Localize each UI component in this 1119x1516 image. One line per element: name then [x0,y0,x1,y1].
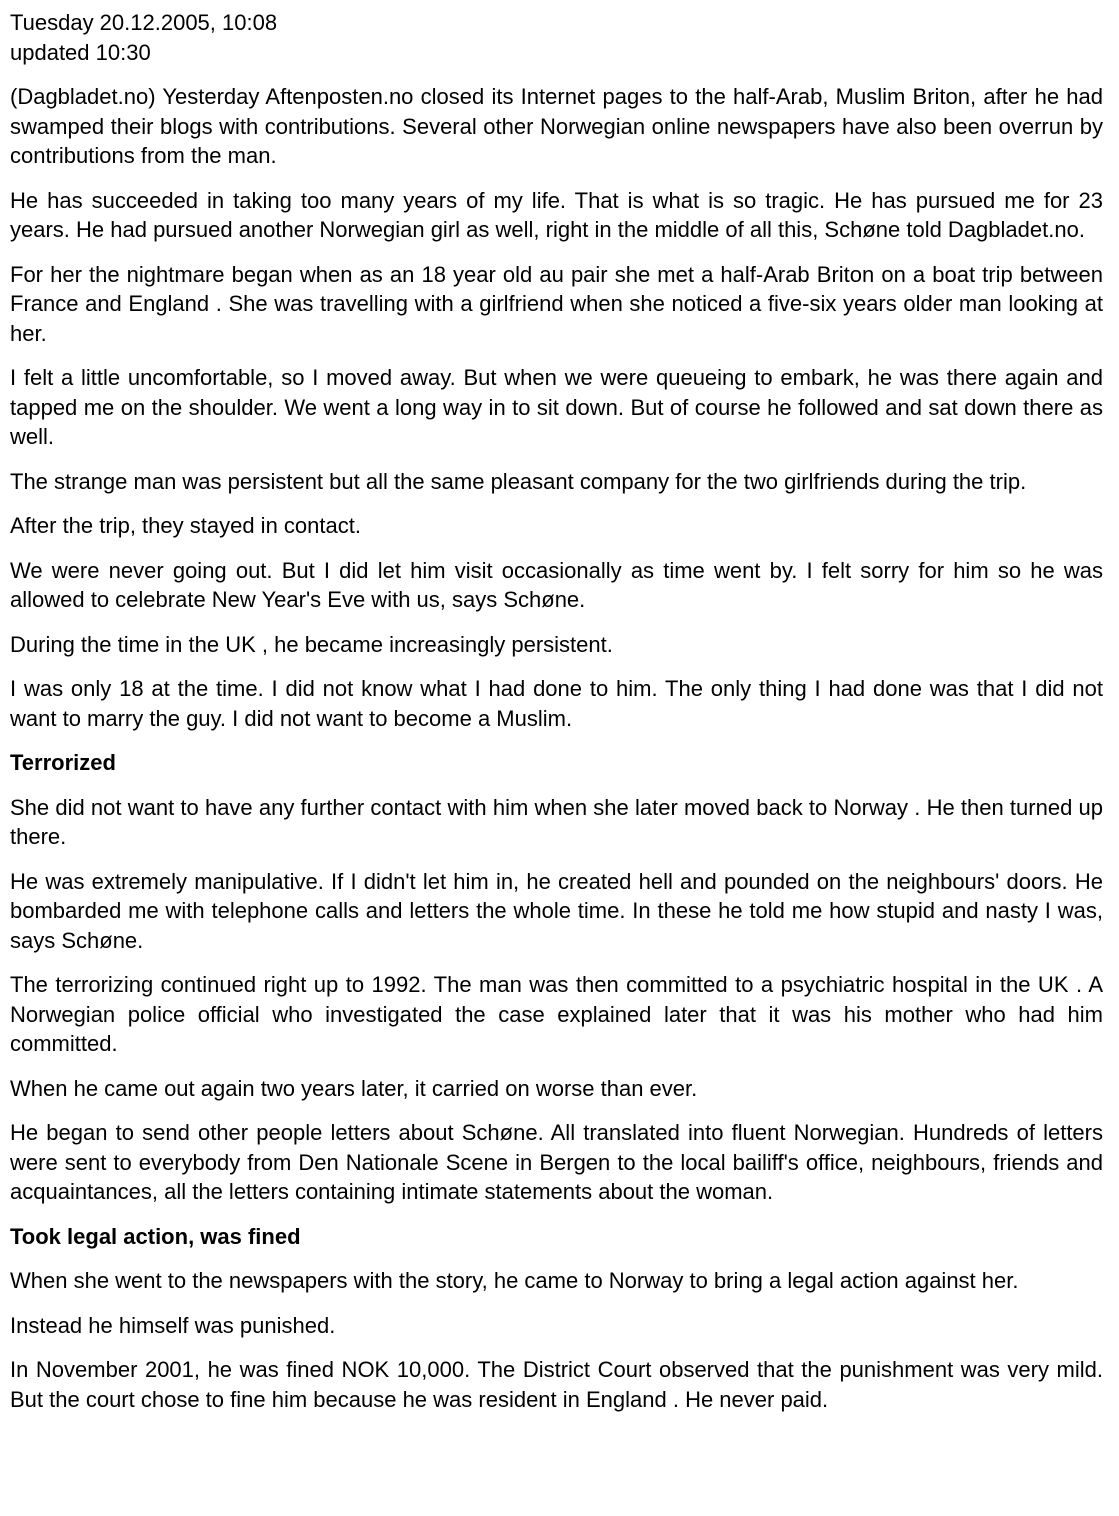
article-paragraph: During the time in the UK , he became increasingly persistent. [10,631,613,657]
dateline-updated: updated 10:30 [10,39,151,65]
dateline [10,8,1103,67]
article-paragraph: She did not want to have any further contact with him when she later moved back to Norway . He then turned up there. [10,794,1103,849]
article-paragraph: The terrorizing continued right up to 1992. The man was then committed to a psychiatric hospital in the UK . A Norwegian police official who investigated the case explained later that it was his mother who had him committed. [10,972,1103,1056]
article-paragraph: We were never going out. But I did let him visit occasionally as time went by. I felt sorry for him so he was allowed to celebrate New Year's Eve with us, says Schøne. [10,557,1103,612]
article-paragraph: He began to send other people letters about Schøne. All translated into fluent Norwegian. Hundreds of letters were sent to everybody from Den Nationale Scene in Bergen to the local bailiff's office, neighbours, friends and acquaintances, all the letters containing intimate statements about the woman. [10,1120,1103,1204]
dateline-date: Tuesday 20.12.2005, 10:08 [10,10,278,35]
article-paragraph: In November 2001, he was fined NOK 10,000. The District Court observed that the punishment was very mild. But the court chose to fine him because he was resident in England . He never paid. [10,1357,1103,1412]
section-heading: Terrorized [10,750,116,775]
article-paragraph: After the trip, they stayed in contact. [10,513,361,538]
article-paragraph: The strange man was persistent but all the same pleasant company for the two girlfriends during the trip. [10,468,1027,494]
article-paragraph: (Dagbladet.no) Yesterday Aftenposten.no closed its Internet pages to the half-Arab, Muslim Briton, after he had swamped their blogs with contributions. Several other Norwegian online newspapers have also been overrun by contributions from the man. [10,84,1103,168]
article-paragraph: When she went to the newspapers with the story, he came to Norway to bring a legal action against her. [10,1268,1019,1293]
article-paragraph: For her the nightmare began when as an 18 year old au pair she met a half-Arab Briton on a boat trip between France and England . She was travelling with a girlfriend when she noticed a five-six years older man looking at her. [10,261,1103,346]
article-paragraph: When he came out again two years later, it carried on worse than ever. [10,1075,698,1101]
article-body [10,82,1103,1414]
article-paragraph: I was only 18 at the time. I did not know what I had done to him. The only thing I had done was that I did not want to marry the guy. I did not want to become a Muslim. [10,676,1103,731]
article-paragraph: He was extremely manipulative. If I didn't let him in, he created hell and pounded on the neighbours' doors. He bombarded me with telephone calls and letters the whole time. In these he told me how stupid and nasty I was, says Schøne. [10,868,1103,953]
article-paragraph: Instead he himself was punished. [10,1312,336,1338]
article [10,8,1103,1414]
section-heading: Took legal action, was fined [10,1223,301,1249]
article-paragraph: He has succeeded in taking too many years of my life. That is what is so tragic. He has pursued me for 23 years. He had pursued another Norwegian girl as well, right in the middle of all this, Schøne told Dagbladet.no. [10,187,1103,242]
article-paragraph: I felt a little uncomfortable, so I moved away. But when we were queueing to embark, he was there again and tapped me on the shoulder. We went a long way in to sit down. But of course he followed and sat down there as well. [10,365,1103,449]
